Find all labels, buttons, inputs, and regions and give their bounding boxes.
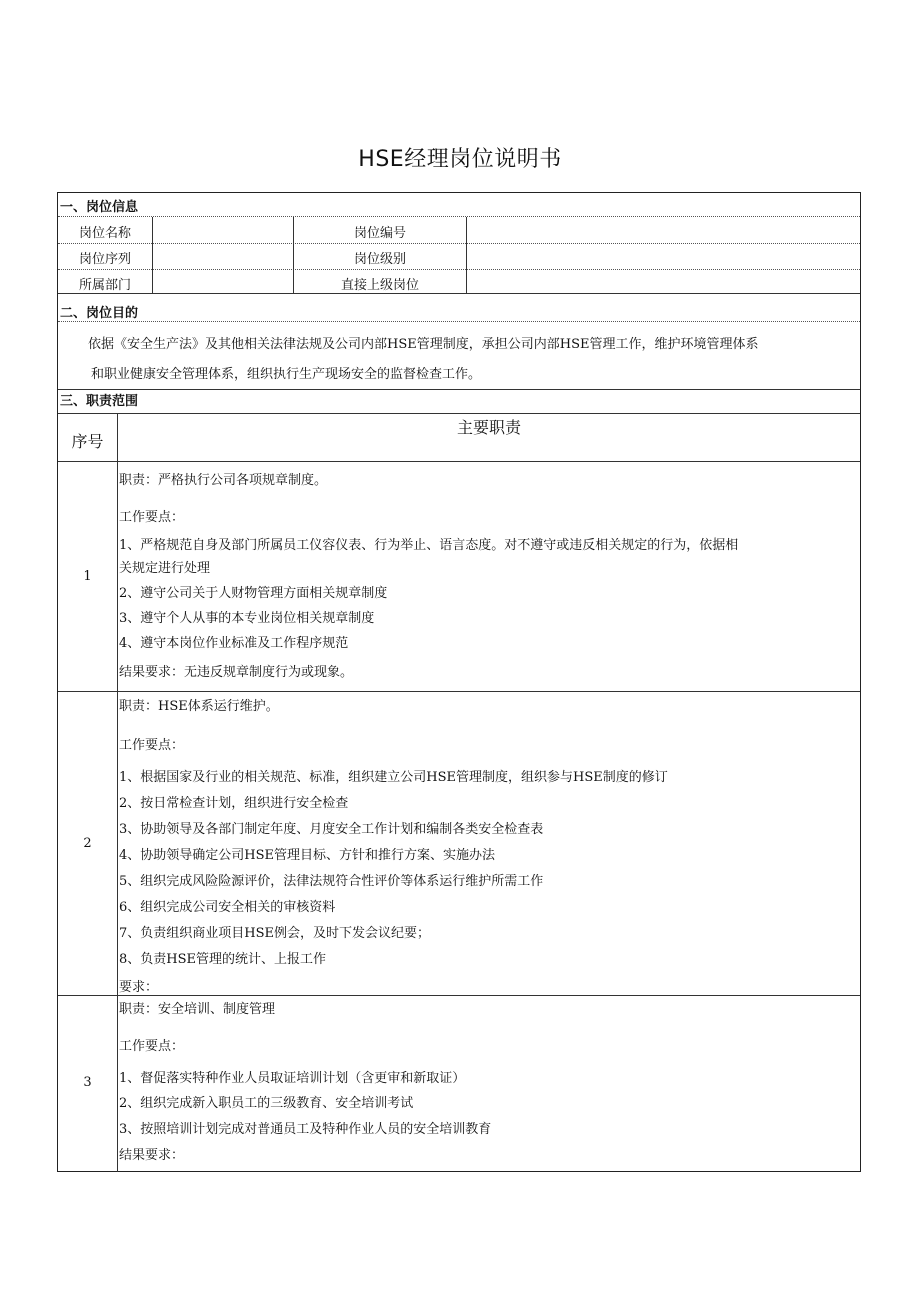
label-position-name: 岗位名称	[78, 226, 131, 241]
duty-line: 3、按照培训计划完成对普通员工及特种作业人员的安全培训教育	[119, 1122, 492, 1137]
duty-line: 关规定进行处理	[119, 561, 211, 576]
divider	[117, 413, 118, 1172]
label-position-sequence: 岗位序列	[78, 252, 131, 267]
job-description-table	[57, 192, 861, 1172]
divider	[58, 413, 860, 414]
duty-number: 1	[83, 569, 92, 584]
duty-number: 2	[83, 836, 92, 851]
duty-line: 5、组织完成风险险源评价，法律法规符合性评价等体系运行维护所需工作	[119, 874, 544, 889]
section-heading-purpose: 二、岗位目的	[60, 306, 139, 321]
duty-number: 3	[83, 1075, 92, 1090]
label-position-level: 岗位级别	[353, 252, 406, 267]
divider	[58, 995, 860, 996]
section-heading-position-info: 一、岗位信息	[60, 200, 139, 215]
label-direct-superior: 直接上级岗位	[340, 278, 419, 293]
duty-line: 工作要点：	[119, 738, 185, 753]
duty-line: 1、严格规范自身及部门所属员工仪容仪表、行为举止、语言态度。对不遵守或违反相关规定的行为，依据相	[119, 538, 739, 553]
duty-line: 职责：HSE体系运行维护。	[119, 699, 279, 714]
divider	[58, 691, 860, 692]
duty-line: 3、协助领导及各部门制定年度、月度安全工作计划和编制各类安全检查表	[119, 822, 544, 837]
column-header-main-duties: 主要职责	[456, 418, 521, 437]
divider	[58, 389, 860, 390]
duty-line: 4、协助领导确定公司HSE管理目标、方针和推行方案、实施办法	[119, 848, 496, 863]
divider	[58, 269, 860, 270]
duty-line: 7、负责组织商业项目HSE例会，及时下发会议纪要；	[119, 926, 431, 941]
duty-line: 工作要点：	[119, 510, 185, 525]
divider	[58, 243, 860, 244]
purpose-text	[88, 330, 858, 390]
divider	[152, 217, 153, 293]
duty-line: 1、督促落实特种作业人员取证培训计划（含更审和新取证）	[119, 1071, 466, 1086]
duty-line: 4、遵守本岗位作业标准及工作程序规范	[119, 636, 349, 651]
purpose-line-2: 和职业健康安全管理体系，组织执行生产现场安全的监督检查工作。	[91, 367, 482, 382]
section-heading-responsibilities: 三、职责范围	[60, 394, 139, 409]
duty-line: 8、负责HSE管理的统计、上报工作	[119, 952, 327, 967]
divider	[58, 321, 860, 322]
duty-line: 3、遵守个人从事的本专业岗位相关规章制度	[119, 611, 375, 626]
divider	[466, 217, 467, 293]
duty-line: 2、遵守公司关于人财物管理方面相关规章制度	[119, 586, 388, 601]
duty-line: 要求：	[119, 980, 159, 995]
duty-line: 2、按日常检查计划，组织进行安全检查	[119, 796, 349, 811]
divider	[58, 293, 860, 294]
duty-line: 职责：严格执行公司各项规章制度。	[119, 473, 328, 488]
page-title: HSE经理岗位说明书	[358, 147, 562, 172]
duty-line: 6、组织完成公司安全相关的审核资料	[119, 900, 336, 915]
duty-line: 结果要求：	[119, 1148, 185, 1163]
duty-line: 职责：安全培训、制度管理	[119, 1002, 276, 1017]
duty-line: 2、组织完成新入职员工的三级教育、安全培训考试	[119, 1096, 414, 1111]
divider	[58, 216, 860, 217]
column-header-number: 序号	[71, 432, 104, 451]
duty-line: 1、根据国家及行业的相关规范、标准，组织建立公司HSE管理制度，组织参与HSE制度的修订	[119, 770, 668, 785]
duty-line: 结果要求：无违反规章制度行为或现象。	[119, 665, 354, 680]
purpose-line-1: 依据《安全生产法》及其他相关法律法规及公司内部HSE管理制度，承担公司内部HSE管理工作，维护环境管理体系	[88, 337, 759, 352]
label-position-code: 岗位编号	[353, 226, 406, 241]
divider	[58, 461, 860, 462]
label-department: 所属部门	[78, 278, 131, 293]
duty-line: 工作要点：	[119, 1039, 185, 1054]
